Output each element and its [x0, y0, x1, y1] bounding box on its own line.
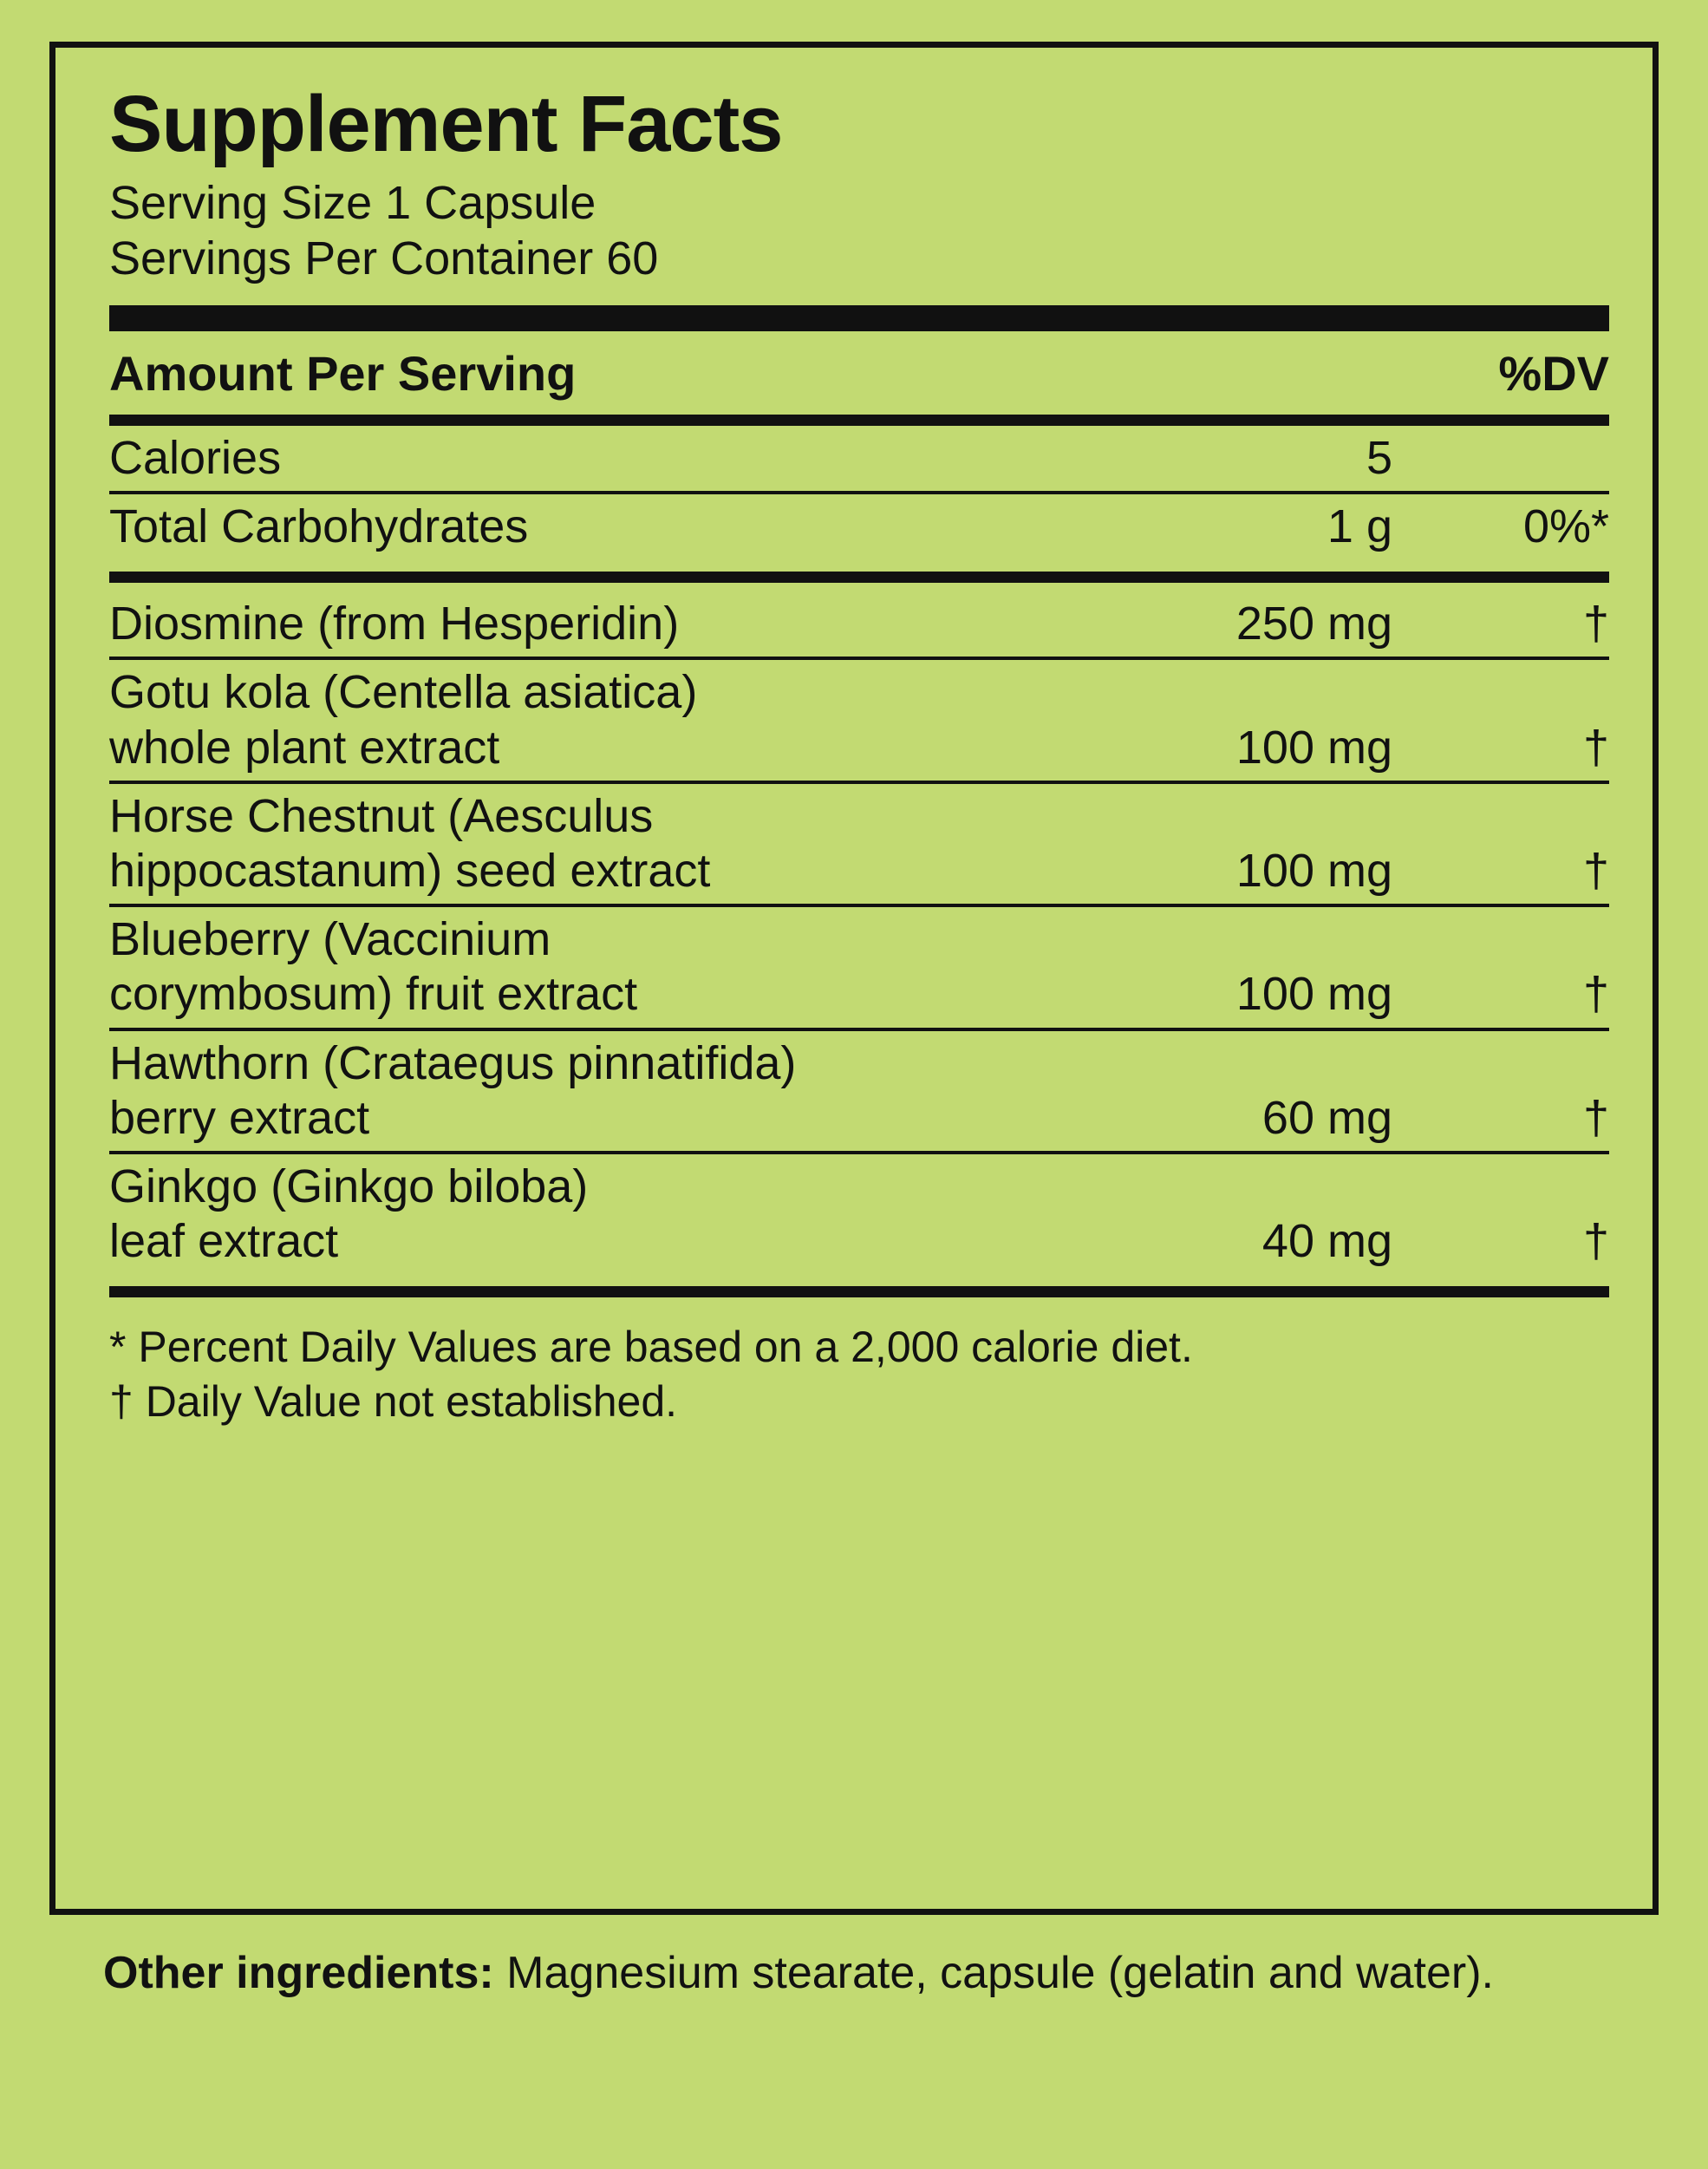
ingredient-dv: † — [1582, 968, 1609, 1021]
ingredient-name — [109, 1154, 1115, 1274]
nutrient-amount: 5 — [1366, 431, 1392, 484]
ingredient-name-line2: berry extract — [109, 1091, 370, 1144]
table-row — [109, 1154, 1609, 1274]
ingredient-dv: † — [1582, 721, 1609, 774]
header-amount-spacer — [1115, 397, 1392, 408]
table-row — [109, 1031, 1609, 1151]
ingredient-name-line1: Blueberry (Vaccinium — [109, 913, 551, 966]
ingredient-name — [109, 591, 1115, 657]
ingredient-dv: † — [1582, 1215, 1609, 1268]
footnotes — [109, 1320, 1609, 1428]
divider-bottom — [109, 1286, 1609, 1297]
ingredient-name-line2: whole plant extract — [109, 721, 500, 774]
table-header-row — [109, 331, 1609, 415]
table-row — [109, 907, 1609, 1027]
ingredient-dv: † — [1582, 844, 1609, 897]
ingredient-name-line2: hippocastanum) seed extract — [109, 844, 711, 897]
divider-thick-top — [109, 305, 1609, 331]
ingredient-name-line1: Gotu kola (Centella asiatica) — [109, 666, 698, 719]
ingredient-name — [109, 784, 1115, 904]
amount-per-serving-label: Amount Per Serving — [109, 346, 577, 402]
other-ingredients-text: Magnesium stearate, capsule (gelatin and water). — [493, 1948, 1494, 1998]
table-row — [109, 426, 1609, 491]
ingredient-name-line2: leaf extract — [109, 1215, 339, 1268]
table-row — [109, 784, 1609, 904]
ingredient-amount: 100 mg — [1235, 968, 1392, 1021]
ingredient-name-line1: Horse Chestnut (Aesculus — [109, 789, 654, 842]
other-ingredients-label: Other ingredients: — [103, 1948, 494, 1998]
nutrient-name: Calories — [109, 431, 282, 484]
ingredient-name — [109, 660, 1115, 780]
ingredient-dv: † — [1582, 598, 1609, 650]
page-title: Supplement Facts — [109, 80, 783, 168]
supplement-facts-panel — [49, 42, 1659, 1915]
ingredient-name — [109, 1031, 1115, 1151]
ingredient-name-line1: Diosmine (from Hesperidin) — [109, 598, 680, 650]
ingredient-amount: 60 mg — [1261, 1091, 1392, 1144]
ingredient-amount: 40 mg — [1261, 1215, 1392, 1268]
ingredient-dv: † — [1582, 1091, 1609, 1144]
divider-before-ingredients — [109, 572, 1609, 583]
divider-under-header — [109, 415, 1609, 426]
footnote-percent-dv: * Percent Daily Values are based on a 2,000 calorie diet. — [109, 1323, 1193, 1372]
table-row — [109, 660, 1609, 780]
footnote-dagger: † Daily Value not established. — [109, 1376, 678, 1426]
ingredient-amount: 250 mg — [1235, 598, 1392, 650]
ingredient-name-line2: corymbosum) fruit extract — [109, 968, 638, 1021]
nutrient-dv — [1392, 480, 1609, 491]
serving-size: Serving Size 1 Capsule — [109, 177, 596, 229]
ingredient-amount: 100 mg — [1235, 844, 1392, 897]
panel-content — [109, 80, 1609, 1891]
servings-per-container: Servings Per Container 60 — [109, 232, 659, 284]
nutrient-dv: 0%* — [1522, 500, 1609, 553]
table-row — [109, 494, 1609, 559]
nutrient-amount: 1 g — [1327, 500, 1392, 553]
nutrient-name: Total Carbohydrates — [109, 500, 529, 553]
other-ingredients — [103, 1945, 1603, 2001]
ingredient-amount: 100 mg — [1235, 721, 1392, 774]
ingredient-name-line1: Hawthorn (Crataegus pinnatifida) — [109, 1036, 797, 1089]
table-row — [109, 583, 1609, 657]
percent-dv-label: %DV — [1498, 346, 1609, 402]
ingredient-name — [109, 907, 1115, 1027]
ingredient-name-line1: Ginkgo (Ginkgo biloba) — [109, 1160, 589, 1212]
